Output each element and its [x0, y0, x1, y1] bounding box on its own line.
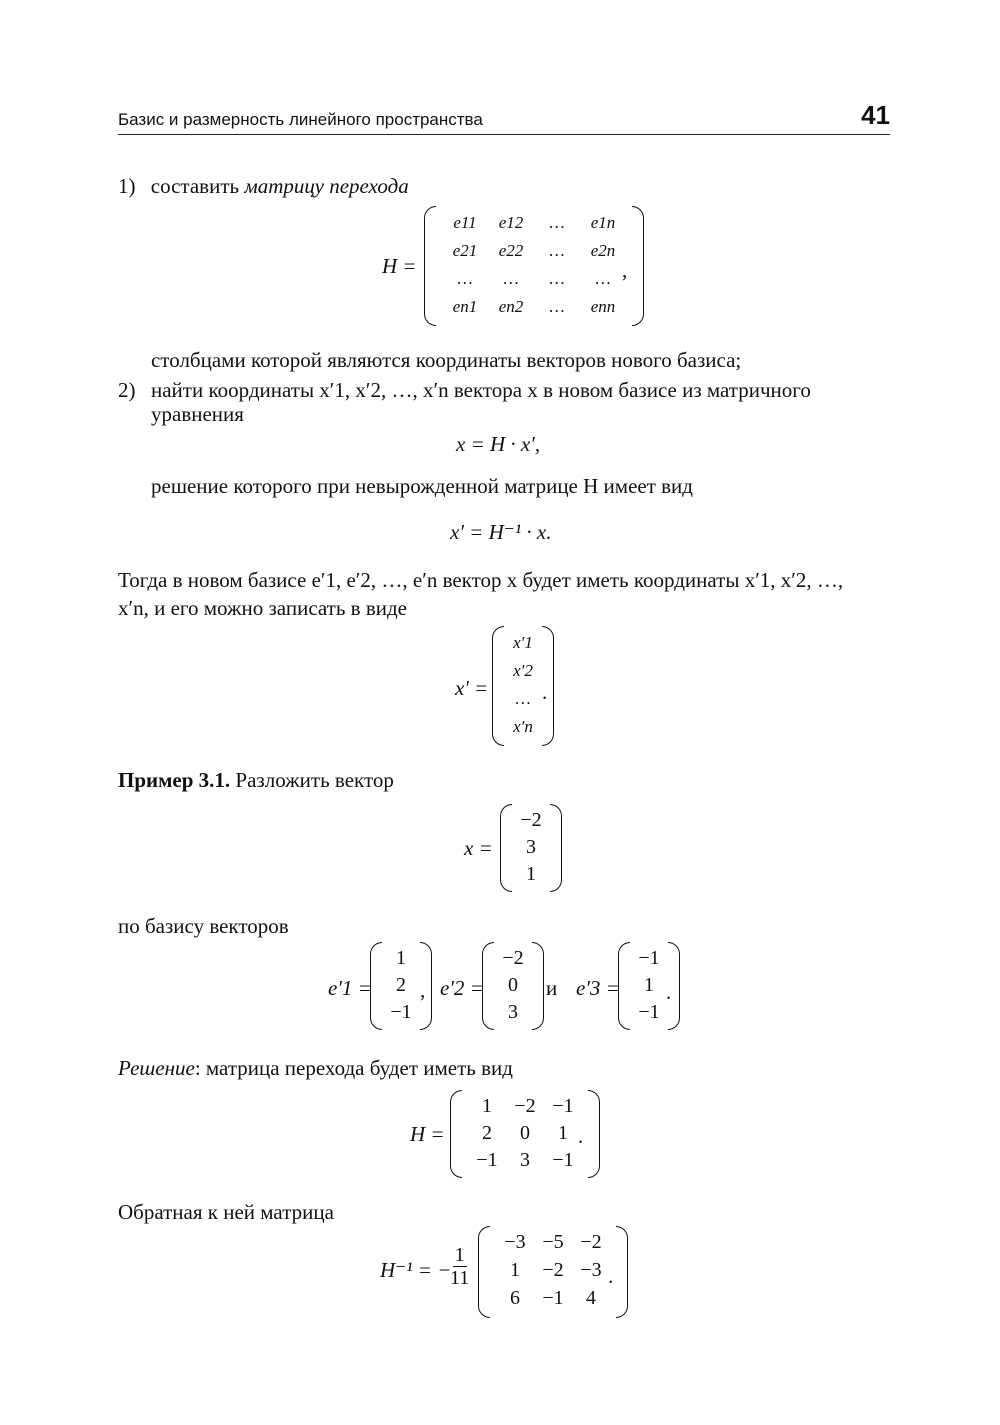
solution-line	[118, 1056, 513, 1081]
matrix-cell: 1	[526, 862, 536, 885]
matrix-cell: …	[549, 212, 565, 232]
header-title: Базис и размерность линейного пространства	[118, 110, 483, 129]
inverse-intro: Обратная к ней матрица	[118, 1200, 334, 1224]
Hinv-fraction	[450, 1244, 469, 1289]
matrix-cell: −1	[638, 1000, 660, 1023]
step1-line	[118, 174, 409, 199]
matrix-cell: 1	[644, 973, 654, 996]
matrix-cell: −2	[514, 1094, 536, 1117]
matrix-cell: 3	[520, 1148, 530, 1171]
matrix-cell: −2	[520, 808, 542, 831]
example-label: Пример 3.1.	[118, 768, 231, 792]
Hinv-label: H⁻¹ = −	[380, 1258, 452, 1282]
x-vector	[500, 804, 562, 892]
matrix-cell: x′n	[513, 716, 533, 736]
fraction-numerator: 1	[454, 1244, 465, 1266]
matrix-cell: 0	[520, 1121, 530, 1144]
page-number: 41	[861, 100, 890, 130]
fraction-denominator: 11	[450, 1267, 470, 1289]
step1-tail: столбцами которой являются координаты векторов нового базиса;	[151, 348, 742, 372]
matrix-cell: …	[595, 268, 611, 288]
e2-label: e′2 =	[440, 976, 484, 1000]
matrix-cell: −2	[542, 1259, 564, 1281]
matrix-cell: −5	[542, 1231, 564, 1253]
matrix-cell: 3	[526, 835, 536, 858]
period: .	[578, 1124, 584, 1148]
matrix-cell: −1	[476, 1148, 498, 1171]
matrix-cell: …	[549, 240, 565, 260]
matrix-cell: …	[457, 268, 473, 288]
matrix-cell: …	[549, 268, 565, 288]
matrix-cell: 4	[586, 1287, 596, 1309]
step1-number: 1)	[118, 174, 136, 198]
matrix-cell: −1	[390, 1000, 412, 1023]
matrix-cell: …	[515, 688, 531, 708]
step2-text: найти координаты x′1, x′2, …, x′n вектора x в новом базисе из матричного	[151, 378, 811, 402]
transition-matrix-symbolic	[424, 206, 644, 326]
matrix-cell: e1n	[590, 212, 616, 232]
matrix-cell: −2	[502, 946, 524, 969]
comma: ,	[420, 978, 426, 1002]
step2-text-line2: уравнения	[151, 402, 244, 426]
matrix-cell: …	[549, 296, 565, 316]
inverse-matrix	[478, 1226, 628, 1318]
matrix-cell: en2	[498, 296, 524, 316]
matrix-cell: x′1	[513, 632, 533, 652]
step1-term: матрицу перехода	[244, 174, 409, 198]
matrix-cell: …	[503, 268, 519, 288]
matrix-cell: −3	[504, 1231, 526, 1253]
matrix-cell: −3	[580, 1259, 602, 1281]
basis-intro: по базису векторов	[118, 914, 289, 938]
solution-label: Решение	[118, 1056, 195, 1080]
example-text: Разложить вектор	[230, 768, 394, 792]
x-label: x =	[464, 836, 493, 860]
period: .	[608, 1264, 614, 1288]
matrix-cell: −2	[580, 1231, 602, 1253]
comma: ,	[622, 258, 628, 282]
e2-vector	[482, 942, 544, 1030]
matrix-cell: e2n	[590, 240, 616, 260]
matrix-cell: e11	[453, 212, 477, 232]
running-header	[118, 100, 890, 135]
matrix-cell: −1	[638, 946, 660, 969]
matrix-cell: 6	[510, 1287, 520, 1309]
equation-inverse: x′ = H⁻¹ · x.	[450, 520, 552, 544]
matrix-cell: −1	[552, 1094, 574, 1117]
matrix-cell: 1	[510, 1259, 520, 1281]
matrix-cell: en1	[452, 296, 478, 316]
matrix-cell: −1	[552, 1148, 574, 1171]
matrix-cell: e21	[452, 240, 478, 260]
solution-text: : матрица перехода будет иметь вид	[194, 1056, 513, 1080]
equation-x-H-xprime: x = H · x′,	[456, 432, 541, 456]
xprime-label: x′ =	[455, 676, 489, 700]
matrix-cell: 1	[396, 946, 406, 969]
and-word: и	[546, 976, 558, 1000]
matrix-cell: e22	[498, 240, 524, 260]
matrix-cell: 3	[508, 1000, 518, 1023]
paragraph-line1: Тогда в новом базисе e′1, e′2, …, e′n вектор x будет иметь координаты x′1, x′2, …,	[118, 568, 844, 592]
period: .	[666, 980, 672, 1004]
matrix-cell: enn	[590, 296, 616, 316]
H-num-label: H =	[410, 1122, 445, 1146]
e3-label: e′3 =	[576, 976, 620, 1000]
matrix-cell: e12	[498, 212, 524, 232]
step2-tail: решение которого при невырожденной матрице H имеет вид	[151, 474, 693, 498]
matrix-cell: 2	[482, 1121, 492, 1144]
example-line	[118, 768, 394, 793]
H-label: H =	[382, 254, 417, 278]
step1-text: составить	[150, 174, 245, 198]
period: .	[542, 680, 548, 704]
matrix-cell: 0	[508, 973, 518, 996]
paragraph-line2: x′n, и его можно записать в виде	[118, 596, 408, 620]
matrix-cell: 1	[482, 1094, 492, 1117]
step2-number: 2)	[118, 378, 136, 402]
matrix-cell: −1	[542, 1287, 564, 1309]
matrix-cell: 1	[558, 1121, 568, 1144]
matrix-cell: 2	[396, 973, 406, 996]
matrix-cell: x′2	[513, 660, 533, 680]
e1-label: e′1 =	[328, 976, 372, 1000]
